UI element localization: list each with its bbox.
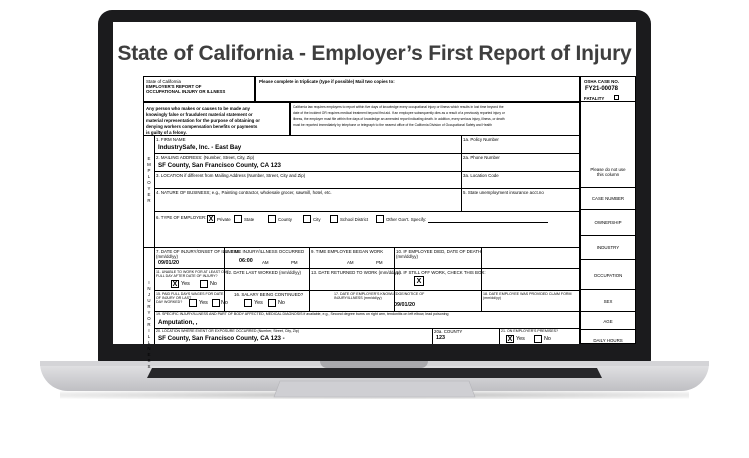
fatality-label: FATALITY (584, 96, 605, 101)
case-number-cell: CASE NUMBER (581, 188, 635, 210)
paid-wages-yes-checkbox[interactable] (189, 299, 197, 307)
salary-yes-checkbox[interactable] (244, 299, 252, 307)
office-note-line-2: this column (596, 172, 620, 178)
date-of-death-label: 10. IF EMPLOYEE DIED, DATE OF DEATH (396, 249, 482, 254)
employer-knowledge-value[interactable]: 09/01/20 (394, 302, 415, 308)
salary-no: No (278, 300, 285, 306)
on-premises-no: No (544, 336, 551, 342)
phone-number-label: 2a. Phone Number (463, 155, 500, 160)
event-location-label: 20. LOCATION WHERE EVENT OR EXPOSURE OCCURRED (Number, Street, City, Zip) (156, 329, 299, 333)
policy-number-label: 1a. Policy Number (463, 137, 499, 142)
employer-knowledge-label-1: 17. DATE OF EMPLOYER'S KNOWLEDGE/NOTICE OF (334, 292, 425, 296)
injury-side-label: I N J U R Y O R I L L N E S S (147, 280, 151, 369)
paid-wages-yes: Yes (199, 300, 208, 306)
school-district-option: School District (340, 217, 369, 222)
occupation-cell: OCCUPATION (581, 260, 635, 290)
ownership-cell: OWNERSHIP (581, 210, 635, 236)
unemployment-acct-label: 5. State unemployment insurance acct.no (463, 190, 544, 195)
age-cell: AGE (581, 312, 635, 330)
paid-wages-label-1: 15. PAID FULL DAYS WAGES FOR DATE (156, 292, 224, 296)
still-off-work-checkbox[interactable]: X (414, 276, 424, 286)
private-checkbox[interactable]: X (208, 216, 214, 223)
legal-notice (290, 102, 580, 136)
state-option: State (244, 217, 255, 222)
nature-of-business-label: 4. NATURE OF BUSINESS; e.g., Painting contractor, wholesale grocer, sawmill, hotel, etc. (156, 190, 332, 195)
specific-injury-label: 19. SPECIFIC INJURY/ILLNESS AND PART OF BODY AFFECTED, MEDICAL DIAGNOSIS if available, e.g., Second degree burns on right arm, tendonitis on left elbow, lead poisoning (156, 312, 449, 316)
claim-form-label-2: (mm/dd/yy) (483, 296, 501, 300)
fatality-checkbox[interactable] (614, 95, 619, 100)
mailing-address-value[interactable]: SF County, San Francisco County, CA 123 (158, 162, 281, 169)
date-of-injury-label: 7. DATE OF INJURY/ONSET OF ILLNESS (156, 249, 240, 254)
notice-line-2: date of the incident OR requires medical treatment beyond first aid. If an employee subsequently dies as a result of a previously reported injury or (293, 111, 505, 115)
specific-injury-value[interactable]: Amputation, , (158, 319, 198, 326)
county-value[interactable]: 123 (436, 335, 445, 341)
unable-to-work-yes: Yes (181, 281, 190, 287)
laptop-screen (113, 22, 636, 369)
on-premises-yes: Yes (516, 336, 525, 342)
osha-box (580, 76, 636, 102)
daily-hours-cell: DAILY HOURS (593, 338, 623, 343)
unable-to-work-label-2: FULL DAY AFTER DATE OF INJURY? (156, 274, 218, 278)
time-began-pm: PM (376, 260, 383, 265)
form-name-line-1: EMPLOYER'S REPORT OF (146, 84, 202, 89)
warning-line-5: is guilty of a felony. (146, 130, 187, 135)
still-off-work-label: 14. IF STILL OFF WORK, CHECK THIS BOX: (396, 270, 486, 275)
unable-to-work-no: No (210, 281, 217, 287)
keyboard-deck (130, 367, 619, 407)
fraud-warning (143, 102, 290, 136)
office-note-line-1: Please do not use (590, 167, 626, 172)
city-checkbox[interactable] (303, 215, 311, 223)
form-header-left (143, 76, 255, 102)
mailing-instruction-box (255, 76, 580, 102)
warning-line-3: material representation for the purpose of obtaining or (146, 118, 260, 123)
instruction-text: Please complete in triplicate (type if possible) Mail two copies to: (259, 79, 395, 84)
office-use-column (580, 102, 636, 344)
time-occurred-am: AM (262, 260, 269, 265)
time-began-am: AM (347, 260, 354, 265)
time-began-work-label: 9. TIME EMPLOYEE BEGAN WORK (311, 249, 384, 254)
office-use-note (581, 164, 635, 188)
paid-wages-label-2: OF INJURY OR LAST (156, 296, 192, 300)
city-option: City (313, 217, 321, 222)
time-occurred-pm: PM (291, 260, 298, 265)
injury-report-form (143, 76, 636, 369)
on-premises-label: 21. ON EMPLOYER'S PREMISES? (501, 329, 559, 333)
date-last-worked-label: 12. DATE LAST WORKED (mm/dd/yy) (226, 270, 301, 275)
other-gov-option: Other Gov't. Specify: (386, 217, 427, 222)
date-of-injury-format: (mm/dd/yy) (156, 254, 178, 259)
notice-line-4: must be reported immediately by telephone or telegraph to the nearest office of the California Division of Occupational Safety and Health (293, 123, 492, 127)
unable-to-work-yes-checkbox[interactable]: X (172, 281, 178, 288)
mailing-address-label: 2. MAILING ADDRESS: (Number, Street, City, Zip) (156, 155, 255, 160)
employer-section (143, 136, 580, 248)
salary-no-checkbox[interactable] (268, 299, 276, 307)
private-option: Private (217, 217, 231, 222)
time-occurred-label: 8. TIME INJURY/ILLNESS OCCURRED (226, 249, 305, 254)
notice-line-1: California law requires employers to report within five days of knowledge every occupational injury or illness which results in lost time beyond the (293, 105, 504, 109)
warning-line-1: Any person who makes or causes to be made any (146, 106, 250, 111)
county-label: 20a. COUNTY (434, 329, 463, 334)
salary-yes: Yes (254, 300, 263, 306)
other-gov-checkbox[interactable] (376, 215, 384, 223)
date-of-death-format: (mm/dd/yy) (396, 254, 418, 259)
location-code-label: 3a. Location Code (463, 173, 499, 178)
location-label: 3. LOCATION if different from Mailing Address (Number, Street, City and Zip) (156, 173, 306, 178)
employer-side-label: E M P L O Y E R (147, 156, 151, 203)
state-checkbox[interactable] (234, 215, 242, 223)
osha-label: OSHA CASE NO. (584, 79, 619, 84)
document-title: State of California - Employer’s First Report of Injury (117, 42, 632, 65)
on-premises-yes-checkbox[interactable]: X (507, 336, 513, 343)
on-premises-no-checkbox[interactable] (534, 335, 542, 343)
time-occurred-value[interactable]: 06:00 (239, 258, 253, 264)
warning-line-4: denying workers compensation benefits or payments (146, 124, 258, 129)
notice-line-3: illness, the employer must file within five days of knowledge an amended report indicating death. In addition, every serious injury, illness, or death (293, 117, 505, 121)
date-returned-label: 13. DATE RETURNED TO WORK (mm/dd/yy) (311, 270, 401, 275)
event-location-value[interactable]: SF County, San Francisco County, CA 123 - (158, 335, 285, 342)
date-of-injury-value[interactable]: 09/01/20 (158, 260, 179, 266)
county-option: County (278, 217, 292, 222)
paid-wages-label-3: DAY WORKED? (156, 300, 183, 304)
firm-name-value[interactable]: IndustrySafe, Inc. - East Bay (158, 144, 242, 151)
industry-cell: INDUSTRY (581, 236, 635, 260)
warning-line-2: knowingly false or fraudulent material statement or (146, 112, 253, 117)
firm-name-label: 1. FIRM NAME (156, 137, 186, 142)
unable-to-work-no-checkbox[interactable] (200, 280, 208, 288)
unable-to-work-label-1: 11. UNABLE TO WORK FOR AT LEAST ONE (156, 270, 229, 274)
employer-type-label: 6. TYPE OF EMPLOYER: (156, 215, 207, 220)
sex-cell: SEX (581, 290, 635, 312)
employer-knowledge-label-2: INJURY/ILLNESS (mm/dd/yy) (334, 296, 382, 300)
paid-wages-no-checkbox[interactable] (212, 299, 220, 307)
paid-wages-no: No (221, 300, 228, 306)
state-label: State of California (146, 79, 181, 84)
salary-continued-label: 16. SALARY BEING CONTINUED? (234, 292, 304, 297)
county-checkbox[interactable] (268, 215, 276, 223)
form-name-line-2: OCCUPATIONAL INJURY OR ILLNESS (146, 89, 226, 94)
claim-form-label-1: 18. DATE EMPLOYEE WAS PROVIDED CLAIM FORM (483, 292, 572, 296)
injury-section (143, 248, 580, 369)
osha-case-number: FY21-00078 (585, 86, 619, 92)
school-district-checkbox[interactable] (330, 215, 338, 223)
